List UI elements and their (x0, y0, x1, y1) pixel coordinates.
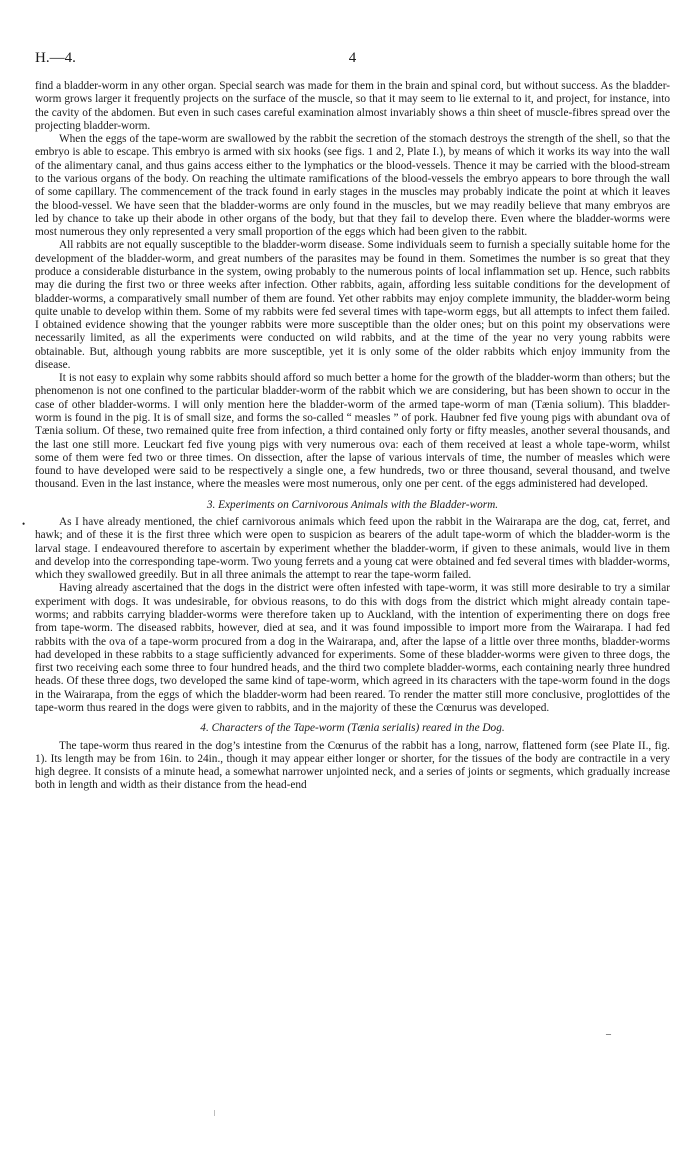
paragraph: All rabbits are not equally susceptible to the bladder-worm disease. Some individuals seem to furnish a specially suitable home for the development of the bladder-worm, and great numbers of the parasites may be found in them. Sometimes the number is so great that they produce a considerable disturbance in the system, owing probably to the numerous points of local inflammation set up. Hence, such rabbits may die during the first two or three weeks after infection. Other rabbits, again, affording less suitable conditions for the development of bladder-worms, a comparatively small number of them are found. Yet other rabbits may enjoy complete immunity, the bladder-worm being quite unable to develop within them. Some of my rabbits were fed several times with tape-worm eggs, but all attempts to infect them failed. I obtained evidence showing that the younger rabbits were more susceptible than the older ones; but on this point my observations were necessarily limited, as all the experiments were conducted on wild rabbits, and at the time of the year no very young rabbits were obtainable. But, although young rabbits are more susceptible, yet it is only some of the older rabbits which enjoy immunity from the disease. (35, 239, 670, 371)
document-id: H.—4. (35, 50, 76, 66)
page-number: 4 (348, 50, 357, 66)
body-text (35, 80, 670, 793)
page-header (35, 50, 670, 80)
section-heading: 3. Experiments on Carnivorous Animals with the Bladder-worm. (206, 498, 499, 511)
section-heading: 4. Characters of the Tape-worm (Tænia serialis) reared in the Dog. (200, 722, 505, 735)
scan-mark (214, 1110, 215, 1116)
paragraph: find a bladder-worm in any other organ. Special search was made for them in the brain and spinal cord, but without success. As the bladder-worm grows larger it frequently projects on the surface of the muscle, so that it may seem to lie external to it, and project, for instance, into the cavity of the abdomen. But even in such cases careful examination almost invariably shows a thin sheet of muscle-fibres spread over the projecting bladder-worm. (35, 80, 670, 132)
paragraph: The tape-worm thus reared in the dog’s intestine from the Cœnurus of the rabbit has a long, narrow, flattened form (see Plate II., fig. 1). Its length may be from 16in. to 24in., though it may appear either longer or shorter, for the tissues of the body are contractile in a very high degree. It consists of a minute head, a somewhat narrower unjointed neck, and a series of joints or segments, which gradually increase both in length and width as their distance from the head-end (35, 739, 670, 792)
paragraph: When the eggs of the tape-worm are swallowed by the rabbit the secretion of the stomach destroys the strength of the shell, so that the embryo is able to escape. This embryo is armed with six hooks (see figs. 1 and 2, Plate I.), by means of which it works its way into the wall of the alimentary canal, and thus gains access either to the lymphatics or the blood-vessels. Thence it may be carried with the blood-stream to the various organs of the body. On reaching the ultimate ramifications of the blood-vessels the embryo appears to bore through the wall of some capillary. The commencement of the track found in early stages in the muscles may probably indicate the point at which it leaves the blood-vessel. We have seen that the bladder-worms are only found in the muscles, but we may readily believe that many embryos are led by chance to take up their abode in other organs of the body, but that they fail to develop there. Even where the bladder-worms were most numerous they only represented a very small proportion of the eggs which had been given to the rabbit. (35, 133, 670, 239)
margin-dot: • (22, 519, 26, 529)
paragraph: It is not easy to explain why some rabbits should afford so much better a home for the growth of the bladder-worm than others; but the phenomenon is not one confined to the particular bladder-worm of the rabbit which we are considering, but has been shown to occur in the case of other bladder-worms. I will only mention here the bladder-worm of the armed tape-worm of man (Tænia solium). This bladder-worm is found in the pig. It is of small size, and forms the so-called “ measles ” of pork. Haubner fed five young pigs with abundant ova of Tænia solium. Of these, two remained quite free from infection, a third contained only forty or fifty measles, another several thousands, and the last one still more. Leuckart fed five young pigs with very numerous ova: each of them received at least a whole tape-worm, whilst some of them were fed two or three times. On dissection, after the lapse of various intervals of time, the number of measles which were found to have developed were said to be respectively a single one, a few hundreds, two or three thousand, several thousand, and twelve thousand. Even in the last instance, where the measles were most numerous, only one per cent. of the eggs administered had developed. (35, 372, 670, 491)
paragraph: Having already ascertained that the dogs in the district were often infested with tape-worm, it was still more desirable to try a similar experiment with dogs. It was undesirable, for obvious reasons, to do this with dogs from the district which might already contain tape-worms; and rabbits carrying bladder-worms were therefore taken up to Auckland, with the intention of experimenting there on dogs free from tape-worm. The diseased rabbits, however, died at sea, and it was found impossible to import more from the Wairarapa. I had fed rabbits with the ova of a tape-worm procured from a dog in the Wairarapa, and, after the lapse of a little over three months, bladder-worms had developed in these rabbits to a stage sufficiently advanced for experiments. Some of these bladder-worms were given to three dogs, the first two receiving each some three to four hundred heads, and the third two complete bladder-worms, each containing nearly three hundred heads. Of these three dogs, two developed the same kind of tape-worm, which agreed in its characters with the tape-worm found in the dogs in the Wairarapa, from the eggs of which the bladder-worm had been reared. To render the matter still more conclusive, proglottides of the tape-worm thus reared in the dogs were given to rabbits, and in the majority of these the Cœnurus was developed. (35, 582, 670, 714)
paragraph: As I have already mentioned, the chief carnivorous animals which feed upon the rabbit in the Wairarapa are the dog, cat, ferret, and hawk; and of these it is the first three which were open to suspicion as bearers of the adult tape-worm of which the bladder-worm is the larval stage. I endeavoured therefore to ascertain by experiment whether the bladder-worm, if given to these animals, would live in them and develop into the corresponding tape-worm. Two young ferrets and a young cat were obtained and fed several times with bladder-worms, which they swallowed greedily. But in all three animals the attempt to rear the tape-worm failed. (35, 516, 670, 582)
margin-dash: – (606, 1029, 611, 1040)
